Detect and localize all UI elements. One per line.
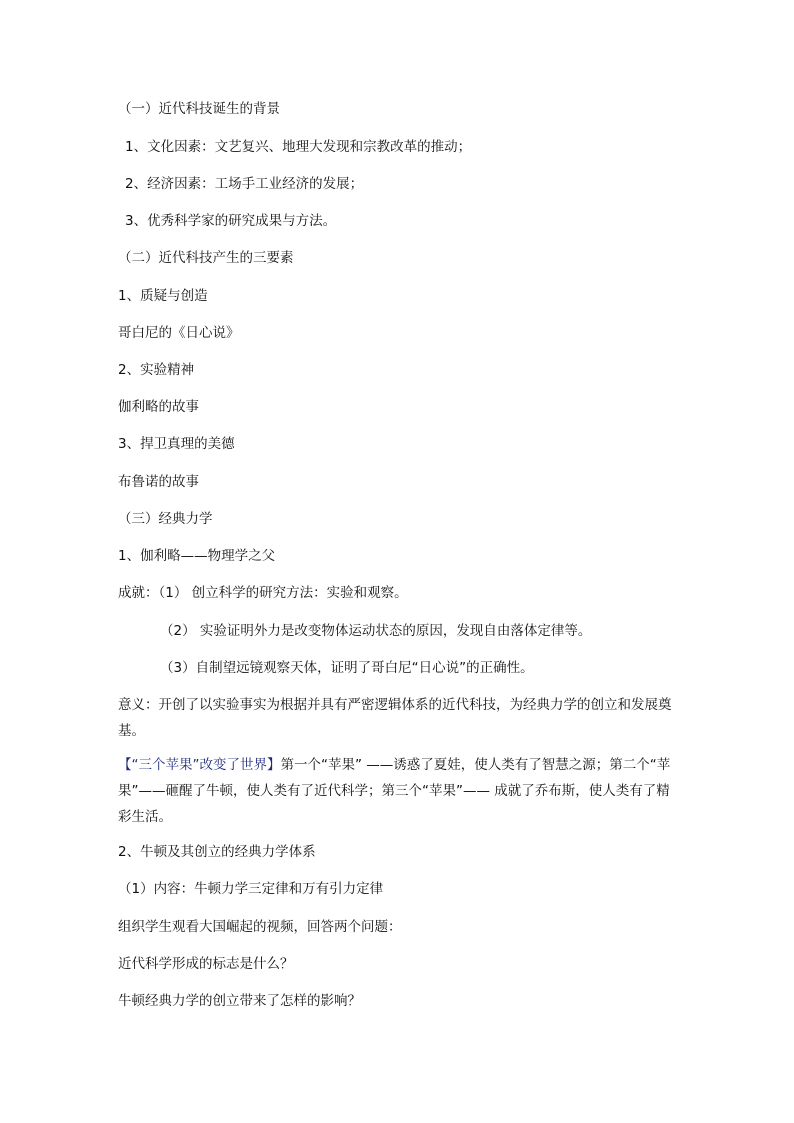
- section-2-line-1: 1、质疑与创造: [118, 288, 208, 304]
- section-2-line-5: 3、捍卫真理的美德: [118, 436, 235, 452]
- galileo-achievement-2: （2） 实验证明外力是改变物体运动状态的原因，发现自由落体定律等。: [160, 623, 592, 639]
- section-1-item-3: 3、优秀科学家的研究成果与方法。: [125, 213, 337, 229]
- question-2: 牛顿经典力学的创立带来了怎样的影响？: [118, 993, 361, 1009]
- three-apples-text: 第一个“苹果” ——诱惑了夏娃，使人类有了智慧之源；第二个“苹果”——砸醒了牛顿，使人类有了近代科学；第三个“苹果”—— 成就了乔布斯，使人类有了精彩生活。: [118, 757, 671, 825]
- section-1-item-2: 2、经济因素：工场手工业经济的发展；: [125, 176, 364, 192]
- section-2-line-3: 2、实验精神: [118, 362, 195, 378]
- three-apples-tag: 【“三个苹果”改变了世界】: [118, 757, 281, 773]
- galileo-title: 1、伽利略——物理学之父: [118, 548, 276, 564]
- section-1-heading: （一）近代科技诞生的背景: [118, 101, 280, 117]
- galileo-significance: 意义：开创了以实验事实为根据并具有严密逻辑体系的近代科技，为经典力学的创立和发展奠基。: [118, 697, 672, 739]
- section-2-line-4: 伽利略的故事: [118, 399, 199, 415]
- newton-content: （1）内容：牛顿力学三定律和万有引力定律: [118, 881, 384, 897]
- galileo-achievement-1: 成就：（1） 创立科学的研究方法：实验和观察。: [118, 585, 408, 601]
- section-2-line-6: 布鲁诺的故事: [118, 474, 199, 490]
- newton-title: 2、牛顿及其创立的经典力学体系: [118, 844, 316, 860]
- galileo-achievement-3: （3）自制望远镜观察天体，证明了哥白尼“日心说”的正确性。: [160, 660, 534, 676]
- section-1-item-1: 1、文化因素：文艺复兴、地理大发现和宗教改革的推动；: [125, 139, 472, 155]
- question-1: 近代科学形成的标志是什么？: [118, 956, 294, 972]
- section-2-line-2: 哥白尼的《日心说》: [118, 325, 240, 341]
- three-apples-paragraph: [118, 752, 678, 830]
- section-3-heading: （三）经典力学: [118, 511, 213, 527]
- video-task: 组织学生观看大国崛起的视频，回答两个问题：: [118, 919, 402, 935]
- section-2-heading: （二）近代科技产生的三要素: [118, 250, 294, 266]
